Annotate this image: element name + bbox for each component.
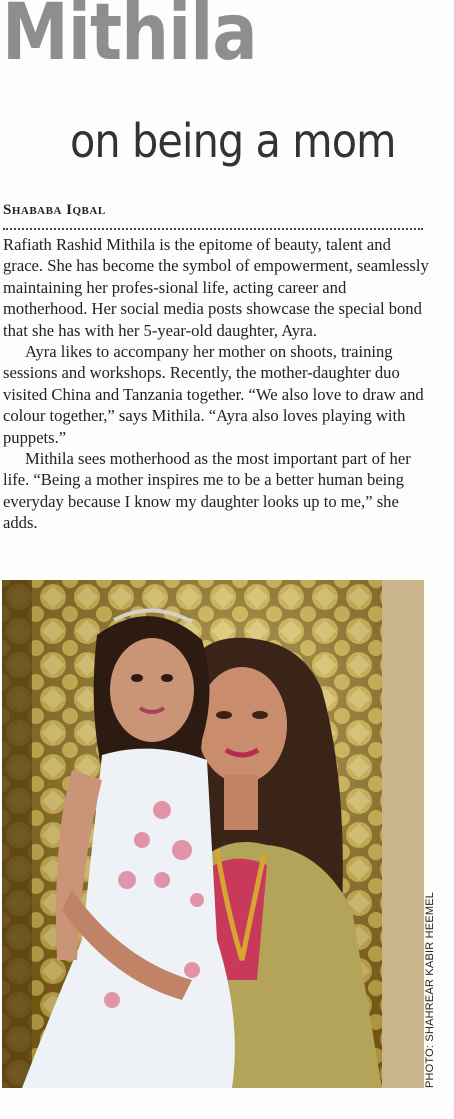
article-body xyxy=(3,234,431,534)
mother-daughter-photo xyxy=(2,580,424,1088)
paragraph-3: Mithila sees motherhood as the most important part of her life. “Being a mother inspires me to be a better human being everyday because I know my daughter looks up to me,” she adds. xyxy=(3,449,411,533)
headline: Mithila xyxy=(2,0,257,78)
paragraph-2: Ayra likes to accompany her mother on shoots, training sessions and workshops. Recently, the mother-daughter duo visited China and Tanzania together. “We also love to draw and colour together,” says Mithila. “Ayra also loves playing with puppets.” xyxy=(3,342,424,447)
mother-face xyxy=(197,667,287,783)
paragraph-1: Rafiath Rashid Mithila is the epitome of beauty, talent and grace. She has become the symbol of empowerment, seamlessly maintaining her profes-sional life, acting career and motherhood. Her social media posts showcase the special bond that she has with her 5-year-old daughter, Ayra. xyxy=(3,235,429,340)
photo-credit: PHOTO: SHAHREAR KABIR HEEMEL xyxy=(424,891,436,1088)
byline: Shababa Iqbal xyxy=(3,202,106,218)
daughter-face xyxy=(110,638,194,742)
subheadline: on being a mom xyxy=(70,114,396,168)
photo-illustration xyxy=(2,580,424,1088)
dotted-divider xyxy=(3,228,423,230)
wall-panel xyxy=(382,580,424,1088)
